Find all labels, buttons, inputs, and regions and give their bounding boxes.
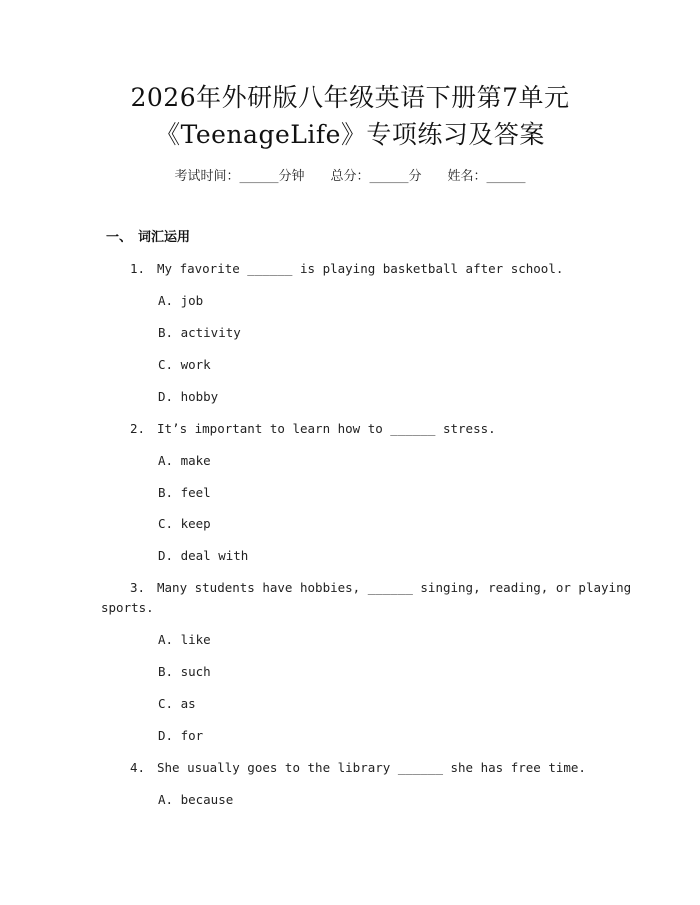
exam-info-line xyxy=(0,168,700,186)
option-q1-d: D. hobby xyxy=(158,389,219,404)
option-q2-a: A. make xyxy=(158,453,211,468)
option-q2-c: C. keep xyxy=(158,516,211,531)
option-q3-c: C. as xyxy=(158,696,196,711)
option-q3-b: B. such xyxy=(158,664,211,679)
question-number: 4. xyxy=(130,760,146,775)
document-title-line-2: 《TeenageLife》专项练习及答案 xyxy=(155,120,545,149)
option-q1-b: B. activity xyxy=(158,325,241,340)
section-title: 词汇运用 xyxy=(138,230,191,245)
total-score-field: 总分：______分 xyxy=(330,169,422,184)
question-text-line-2: sports. xyxy=(101,600,154,615)
section-number: 一、 xyxy=(106,230,133,245)
question-4 xyxy=(130,758,586,778)
section-heading xyxy=(106,229,190,247)
option-q1-a: A. job xyxy=(158,293,204,308)
question-1 xyxy=(130,259,563,279)
student-name-field: 姓名：______ xyxy=(447,169,526,184)
option-q2-b: B. feel xyxy=(158,485,211,500)
question-number: 2. xyxy=(130,421,146,436)
option-q1-c: C. work xyxy=(158,357,211,372)
question-text-line-1: Many students have hobbies, ______ singing, reading, or playing xyxy=(157,580,632,595)
question-text: It’s important to learn how to ______ stress. xyxy=(157,421,496,436)
question-2 xyxy=(130,419,496,439)
option-q4-a: A. because xyxy=(158,792,234,807)
question-number: 3. xyxy=(130,580,146,595)
question-text: She usually goes to the library ______ she has free time. xyxy=(157,760,586,775)
exam-time-field: 考试时间：______分钟 xyxy=(174,169,305,184)
question-text: My favorite ______ is playing basketball after school. xyxy=(157,261,564,276)
option-q3-a: A. like xyxy=(158,632,211,647)
option-q3-d: D. for xyxy=(158,728,204,743)
option-q2-d: D. deal with xyxy=(158,548,249,563)
document-title-line-1: 2026年外研版八年级英语下册第7单元 xyxy=(130,83,570,112)
question-3 xyxy=(101,578,632,618)
question-number: 1. xyxy=(130,261,146,276)
